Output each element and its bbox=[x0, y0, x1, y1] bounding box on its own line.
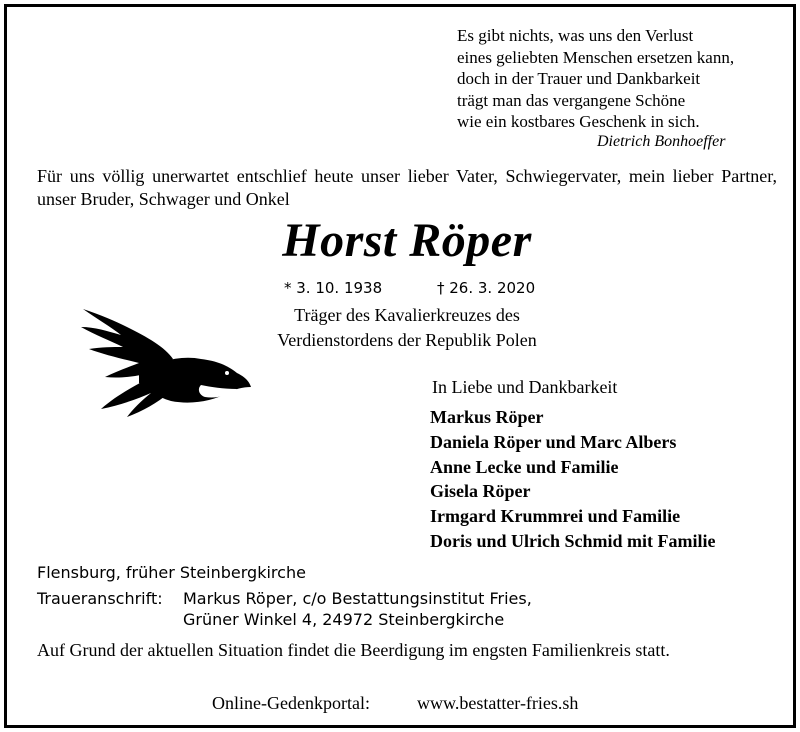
mourner-entry: Irmgard Krummrei und Familie bbox=[430, 506, 681, 527]
quote-line: trägt man das vergangene Schöne bbox=[457, 90, 686, 110]
quote-line: Es gibt nichts, was uns den Verlust bbox=[457, 26, 694, 45]
portal-link[interactable]: www.bestatter-fries.sh bbox=[417, 693, 579, 713]
quote-line: doch in der Trauer und Dankbarkeit bbox=[457, 69, 701, 88]
swallow-bird-icon bbox=[77, 297, 252, 417]
honor-line: Träger des Kavalierkreuzes des bbox=[294, 305, 520, 325]
quote-author: Dietrich Bonhoeffer bbox=[597, 133, 726, 150]
honor-line: Verdienstordens der Republik Polen bbox=[277, 330, 537, 350]
address-label: Traueranschrift: bbox=[37, 589, 163, 608]
mourners-list bbox=[430, 405, 716, 554]
mourner-entry: Daniela Röper und Marc Albers bbox=[430, 431, 677, 452]
quote-block bbox=[457, 25, 734, 133]
mourner-entry: Doris und Ulrich Schmid mit Familie bbox=[430, 530, 716, 551]
address-line: Markus Röper, c/o Bestattungsinstitut Fries, bbox=[183, 589, 532, 608]
death-date: † 26. 3. 2020 bbox=[437, 279, 536, 297]
deceased-name: Horst Röper bbox=[282, 214, 532, 267]
quote-line: eines geliebten Menschen ersetzen kann, bbox=[457, 47, 735, 67]
mourner-entry: Gisela Röper bbox=[430, 481, 531, 502]
funeral-note: Auf Grund der aktuellen Situation findet die Beerdigung im engsten Familienkreis statt. bbox=[37, 640, 670, 660]
birth-date: * 3. 10. 1938 bbox=[284, 279, 383, 297]
place-line: Flensburg, früher Steinbergkirche bbox=[37, 563, 306, 582]
quote-line: wie ein kostbares Geschenk in sich. bbox=[457, 112, 700, 131]
obituary-notice bbox=[4, 4, 796, 728]
intro-text: Für uns völlig unerwartet entschlief heute unser lieber Vater, Schwiegervater, mein lieber Partner, unser Bruder, Schwager und Onkel bbox=[37, 166, 777, 209]
love-line: In Liebe und Dankbarkeit bbox=[432, 377, 618, 397]
portal-label: Online-Gedenkportal: bbox=[212, 693, 370, 713]
mourner-entry: Anne Lecke und Familie bbox=[430, 456, 619, 477]
address-line: Grüner Winkel 4, 24972 Steinbergkirche bbox=[183, 610, 505, 629]
mourner-entry: Markus Röper bbox=[430, 407, 544, 427]
